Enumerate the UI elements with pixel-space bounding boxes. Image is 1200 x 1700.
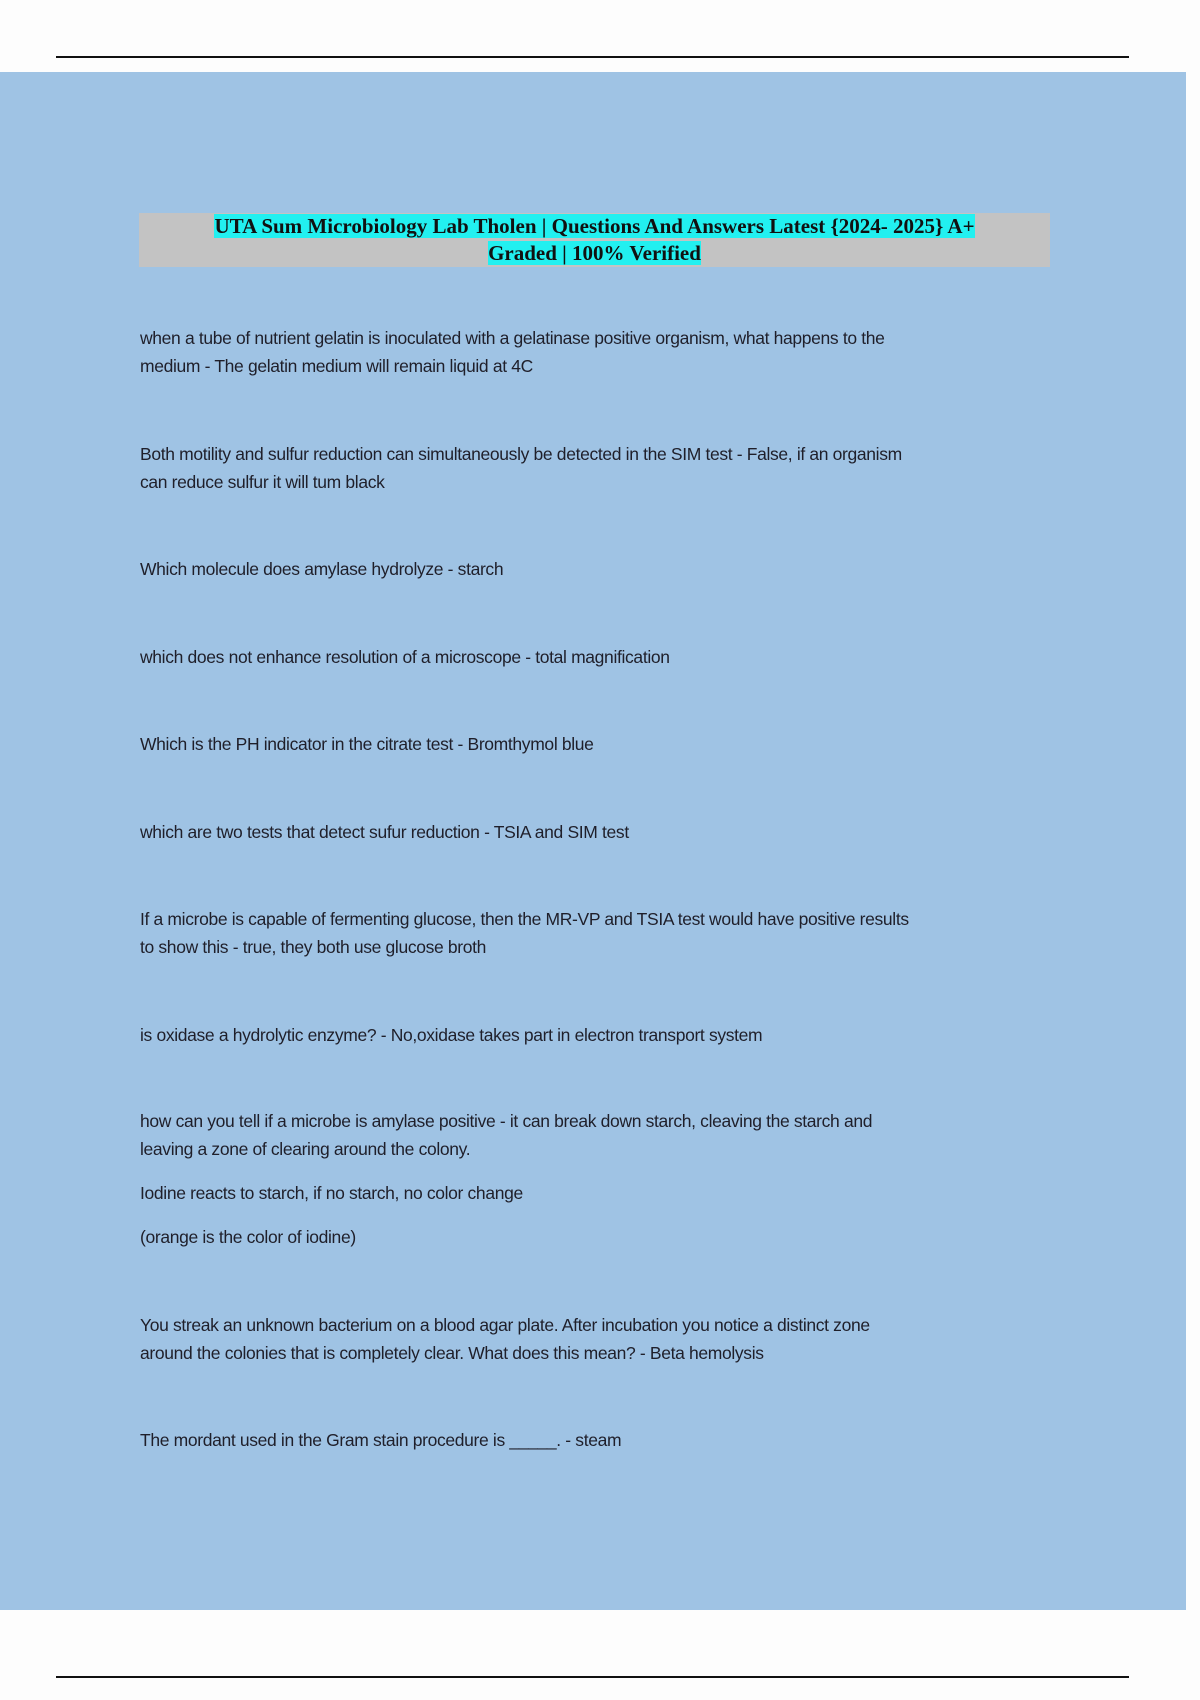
text-line: The mordant used in the Gram stain procedure is _____. - steam [140, 1430, 622, 1450]
text-line: can reduce sulfur it will tum black [140, 472, 385, 492]
text-line: around the colonies that is completely clear. What does this mean? - Beta hemolysis [140, 1343, 764, 1363]
text-line: Which is the PH indicator in the citrate test - Bromthymol blue [140, 734, 594, 754]
bottom-rule [56, 1676, 1129, 1678]
title-line-2: Graded | 100% Verified [488, 241, 701, 265]
text-line: If a microbe is capable of fermenting glucose, then the MR-VP and TSIA test would have positive results [140, 909, 909, 929]
text-line: which are two tests that detect sufur reduction - TSIA and SIM test [140, 822, 629, 842]
document-title [139, 213, 1050, 267]
text-line: which does not enhance resolution of a microscope - total magnification [140, 647, 670, 667]
text-line: leaving a zone of clearing around the colony. [140, 1139, 471, 1159]
text-line: Which molecule does amylase hydrolyze - starch [140, 559, 504, 579]
text-line: is oxidase a hydrolytic enzyme? - No,oxidase takes part in electron transport system [140, 1025, 763, 1045]
text-line: Both motility and sulfur reduction can simultaneously be detected in the SIM test - False, if an organism [140, 444, 902, 464]
title-line-1: UTA Sum Microbiology Lab Tholen | Questions And Answers Latest {2024- 2025} A+ [214, 214, 975, 238]
text-line: Iodine reacts to starch, if no starch, no color change [140, 1183, 523, 1203]
text-line: to show this - true, they both use glucose broth [140, 937, 487, 957]
text-line: (orange is the color of iodine) [140, 1227, 356, 1247]
text-line: medium - The gelatin medium will remain liquid at 4C [140, 356, 533, 376]
text-line: when a tube of nutrient gelatin is inoculated with a gelatinase positive organism, what happens to the [140, 328, 885, 348]
text-line: You streak an unknown bacterium on a blood agar plate. After incubation you notice a distinct zone [140, 1315, 870, 1335]
text-line: how can you tell if a microbe is amylase positive - it can break down starch, cleaving the starch and [140, 1111, 873, 1131]
top-rule [56, 56, 1129, 58]
